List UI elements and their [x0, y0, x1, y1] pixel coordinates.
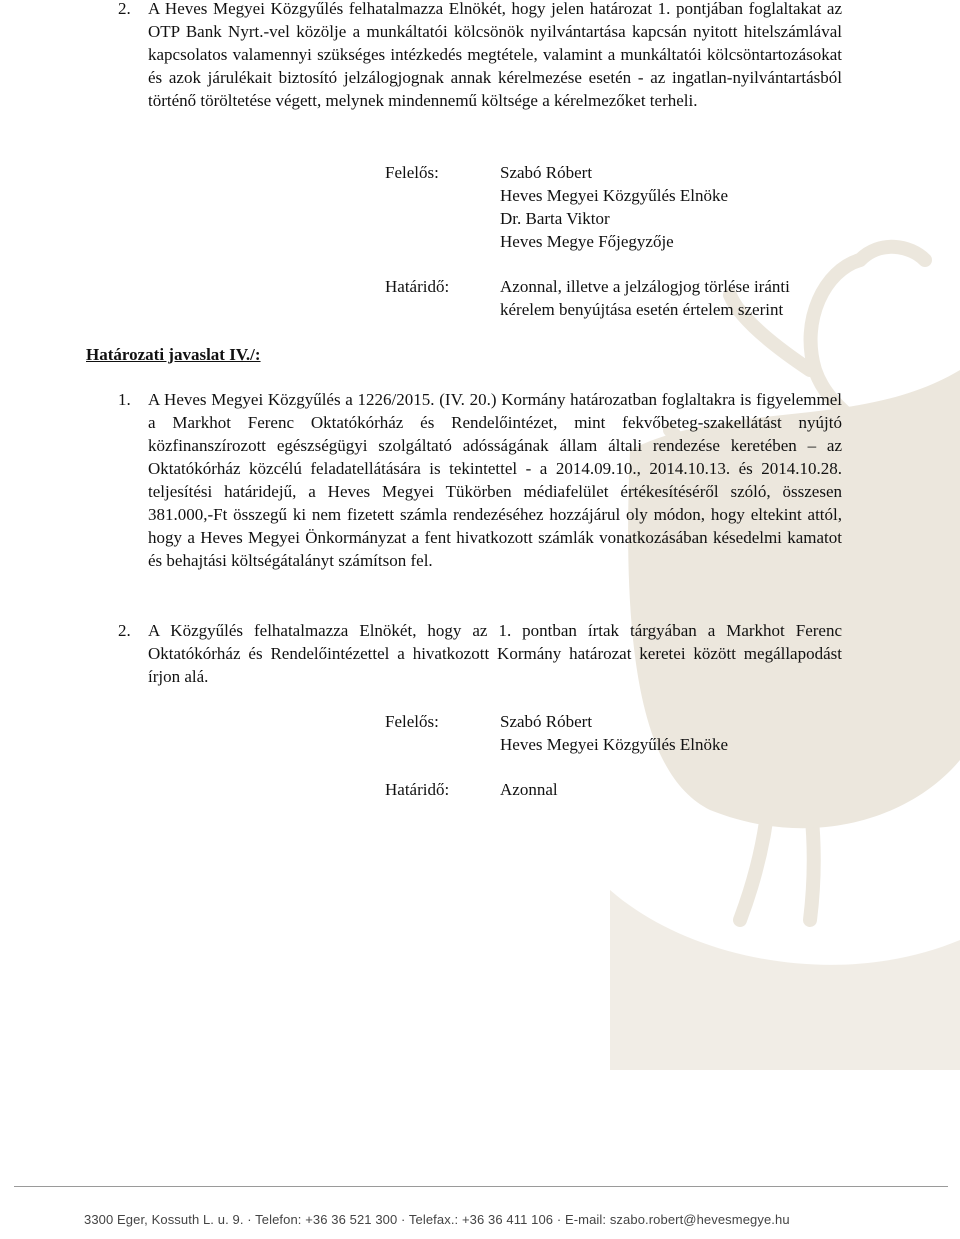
resolution-paragraph: A Heves Megyei Közgyűlés a 1226/2015. (IV. 20.) Kormány határozatban foglaltakra is figyelemmel a Markhot Ferenc Oktatókórház és Rendelőintézet, mint fekvőbeteg-szakellátást nyújtó közfinanszírozott egészségügyi szolgáltató adósságának állam általi rendezése keretében – az Oktatókórház közcélú feladatellátására is tekintettel - a 2014.09.10., 2014.10.13. és 2014.10.28. teljesítési határidejű, a Heves Megyei Tükörben médiafelület értékesítéséről szóló, összesen 381.000,-Ft összegű ki nem fizetett számla rendezéséhez hozzájárul oly módon, hogy eltekint attól, hogy a Heves Megyei Önkormányzat a fent hivatkozott számlák vonatkozásában késedelmi kamatot és behajtási költségátalányt számítson fel. [148, 390, 842, 570]
hatarido-line-1: Azonnal, illetve a jelzálogjog törlése iránti [500, 277, 790, 296]
hatarido-label: Határidő: [385, 277, 450, 296]
resolution-paragraph: A Közgyűlés felhatalmazza Elnökét, hogy az 1. pontban írtak tárgyában a Markhot Ferenc Oktatókórház és Rendelőintézettel a hivatkozott Kormány határozat keretei között megállapodást írjon alá. [148, 621, 842, 686]
felelos-name-1: Szabó Róbert [500, 712, 593, 731]
hatarido-label: Határidő: [385, 780, 450, 799]
felelos-label: Felelős: [385, 712, 439, 731]
felelos-title-1: Heves Megyei Közgyűlés Elnöke [500, 735, 729, 754]
item-number: 1. [118, 390, 131, 409]
hatarido-value: Azonnal [500, 780, 558, 799]
footer-divider [14, 1186, 948, 1187]
felelos-title-1: Heves Megyei Közgyűlés Elnöke [500, 186, 729, 205]
hatarido-line-2: kérelem benyújtása esetén értelem szerint [500, 300, 784, 319]
section-heading: Határozati javaslat IV./: [86, 345, 261, 364]
item-number: 2. [118, 0, 131, 18]
felelos-label: Felelős: [385, 163, 439, 182]
felelos-name-1: Szabó Róbert [500, 163, 593, 182]
felelos-title-2: Heves Megye Főjegyzője [500, 232, 674, 251]
item-number: 2. [118, 621, 131, 640]
footer-contact: 3300 Eger, Kossuth L. u. 9. · Telefon: +36 36 521 300 · Telefax.: +36 36 411 106 · E-mail: szabo.robert@hevesmegye.hu [84, 1212, 790, 1227]
felelos-name-2: Dr. Barta Viktor [500, 209, 610, 228]
resolution-paragraph: A Heves Megyei Közgyűlés felhatalmazza Elnökét, hogy jelen határozat 1. pontjában foglaltakat az OTP Bank Nyrt.-vel közölje a munkáltatói kölcsönök nyilvántartása kapcsán nyitott hitelszámlával kapcsolatos valamennyi szükséges intézkedés megtétele, valamint a munkáltatói kölcsöntartozásokat és azok járulékait biztosító jelzálogjognak annak kérelmezése esetén - az ingatlan-nyilvántartásból történő töröltetése végett, melynek mindennemű költsége a kérelmezőket terheli. [148, 0, 842, 110]
